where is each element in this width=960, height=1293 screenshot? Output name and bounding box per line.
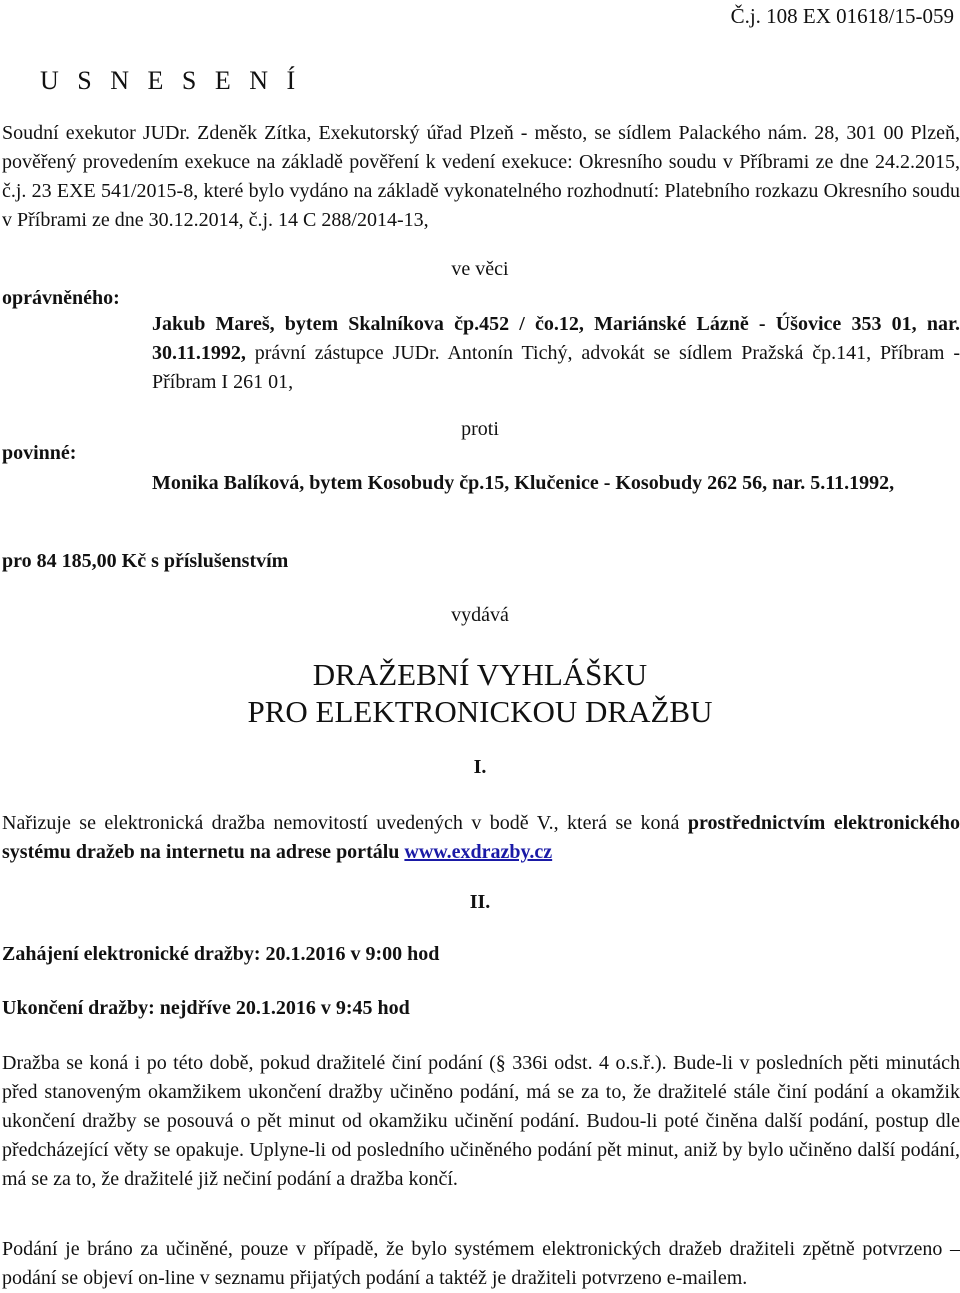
- vydava-label: vydává: [451, 604, 509, 626]
- section-1-number: I.: [473, 756, 487, 778]
- auction-end: Ukončení dražby: nejdříve 20.1.2016 v 9:45 hod: [2, 997, 410, 1019]
- bid-acceptance-paragraph: Podání je bráno za učiněné, pouze v případě, že bylo systémem elektronických dražeb dražiteli zpětně potvrzeno – podání se objeví on-line v seznamu přijatých podání a taktéž je dražiteli potvrzeno e-mailem.: [2, 1238, 960, 1289]
- auction-start: Zahájení elektronické dražby: 20.1.2016 v 9:00 hod: [2, 943, 440, 965]
- opravneny-label: oprávněného:: [2, 287, 120, 309]
- claim-amount: pro 84 185,00 Kč s příslušenstvím: [2, 550, 289, 572]
- order-text: Nařizuje se elektronická dražba nemovitostí uvedených v bodě V., která se koná: [2, 812, 688, 834]
- order-paragraph: [2, 809, 960, 867]
- povinny-details: Monika Balíková, bytem Kosobudy čp.15, Klučenice - Kosobudy 262 56, nar. 5.11.1992,: [152, 472, 895, 494]
- order-text-bold: prostřednictvím elektronického systému dražeb na internetu na adrese portálu: [2, 812, 960, 863]
- ve-veci-label: ve věci: [451, 258, 509, 280]
- auction-rules-paragraph: Dražba se koná i po této době, pokud dražitelé činí podání (§ 336i odst. 4 o.s.ř.). Bude-li v posledních pěti minutách před stanoveným okamžikem ukončení dražby učiněno podání, má se za to, že dražitelé stále činí podání a okamžik ukončení dražby se posouvá o pět minut od okamžiku učinění podání. Budou-li poté činěna další podání, postup dle předcházející věty se opakuje. Uplyne-li od posledního učiněného podání pět minut, aniž by bylo učiněno další podání, má se za to, že dražitelé již nečiní podání a dražba končí.: [2, 1052, 960, 1190]
- heading-line-2: PRO ELEKTRONICKOU DRAŽBU: [247, 694, 713, 729]
- opravneny-details: [152, 310, 960, 397]
- portal-link[interactable]: www.exdrazby.cz: [404, 841, 553, 863]
- opravneny-name: Jakub Mareš, bytem Skalníkova čp.452 / čo.12, Mariánské Lázně - Úšovice 353 01, nar. 30.11.1992,: [152, 313, 960, 364]
- document-reference-number: Č.j. 108 EX 01618/15-059: [730, 4, 954, 28]
- povinny-label: povinné:: [2, 442, 77, 464]
- section-2-number: II.: [469, 891, 491, 913]
- intro-paragraph: Soudní exekutor JUDr. Zdeněk Zítka, Exekutorský úřad Plzeň - město, se sídlem Palackého nám. 28, 301 00 Plzeň, pověřený provedením exekuce na základě pověření k vedení exekuce: Okresního soudu v Příbrami ze dne 24.2.2015, č.j. 23 EXE 541/2015-8, které bylo vydáno na základě vykonatelného rozhodnutí: Platebního rozkazu Okresního soudu v Příbrami ze dne 30.12.2014, č.j. 14 C 288/2014-13,: [2, 122, 960, 231]
- proti-label: proti: [461, 418, 499, 440]
- document-title: U S N E S E N Í: [40, 66, 302, 95]
- opravneny-representative: právní zástupce JUDr. Antonín Tichý, advokát se sídlem Pražská čp.141, Příbram - Příbram I 261 01,: [152, 342, 960, 393]
- heading-line-1: DRAŽEBNÍ VYHLÁŠKU: [312, 657, 648, 692]
